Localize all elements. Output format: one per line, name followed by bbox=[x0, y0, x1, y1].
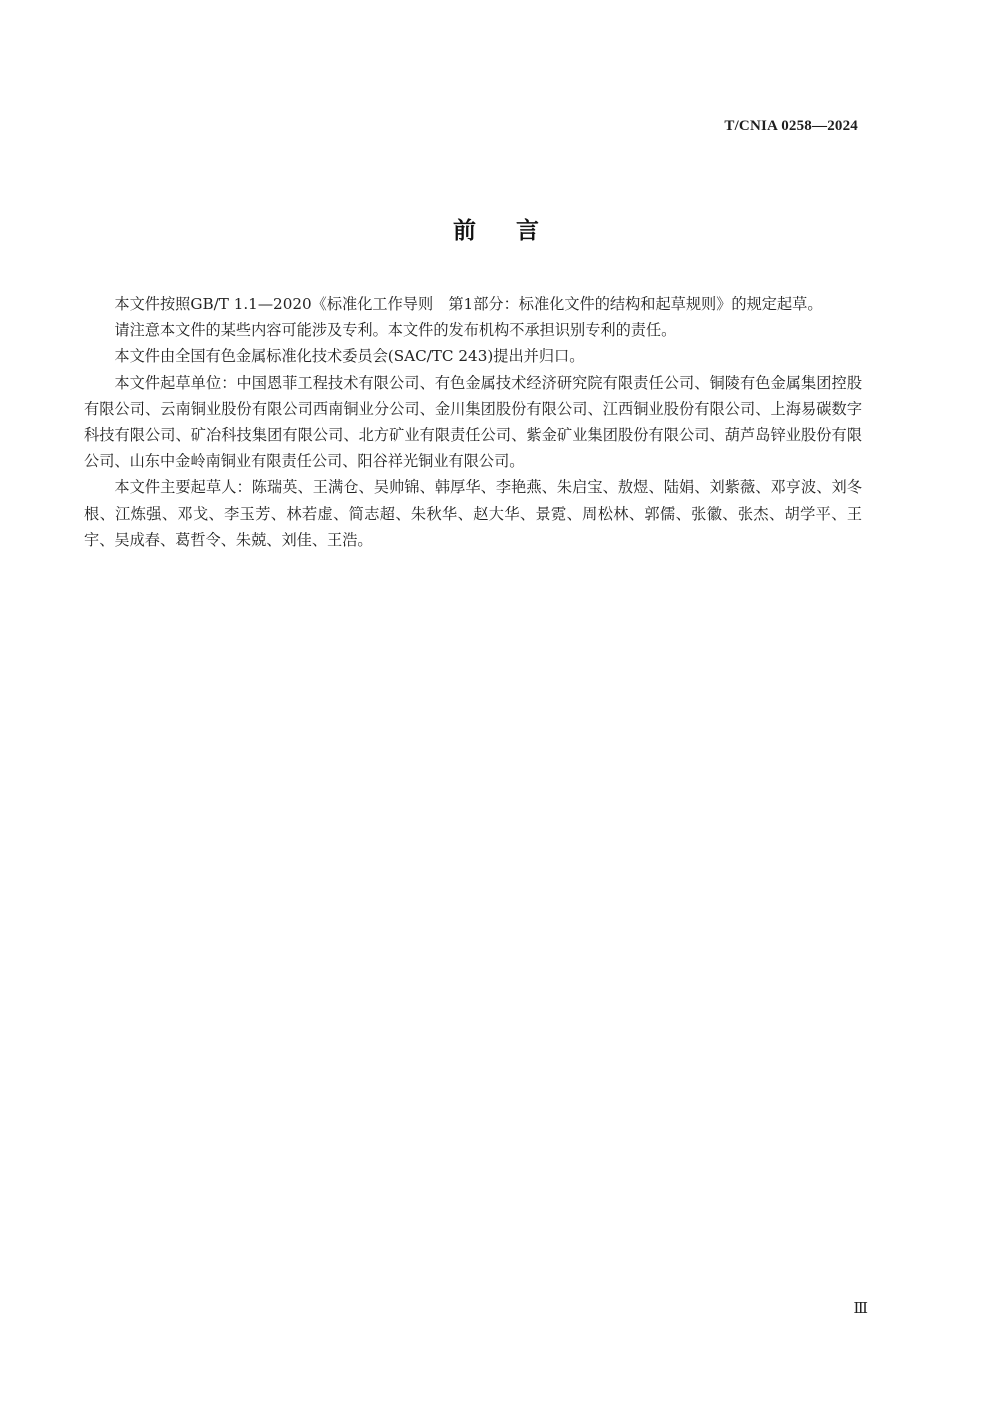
paragraph-drafting-rules: 本文件按照GB/T 1.1—2020《标准化工作导则 第1部分：标准化文件的结构和起草规则》的规定起草。 bbox=[114, 295, 823, 313]
paragraph-drafters: 本文件主要起草人：陈瑞英、王满仓、吴帅锦、韩厚华、李艳燕、朱启宝、敖煜、陆娟、刘紫薇、邓亨波、刘冬根、江炼强、邓戈、李玉芳、林若虚、简志超、朱秋华、赵大华、景霓、周松林、郭儒、张徽、张杰、胡学平、王宇、吴成春、葛哲令、朱兢、刘佳、王浩。 bbox=[84, 478, 862, 549]
section-title: 前言 bbox=[453, 218, 579, 244]
paragraph-patent-notice: 请注意本文件的某些内容可能涉及专利。本文件的发布机构不承担识别专利的责任。 bbox=[114, 321, 677, 340]
document-code: T/CNIA 0258—2024 bbox=[724, 118, 858, 134]
paragraph-drafting-units: 本文件起草单位：中国恩菲工程技术有限公司、有色金属技术经济研究院有限责任公司、铜陵有色金属集团控股有限公司、云南铜业股份有限公司西南铜业分公司、金川集团股份有限公司、江西铜业股份有限公司、上海易碳数字科技有限公司、矿冶科技集团有限公司、北方矿业有限责任公司、紫金矿业集团股份有限公司、葫芦岛锌业股份有限公司、山东中金岭南铜业有限责任公司、阳谷祥光铜业有限公司。 bbox=[84, 373, 862, 471]
paragraph-proposer: 本文件由全国有色金属标准化技术委员会(SAC/TC 243)提出并归口。 bbox=[114, 347, 585, 366]
page-number: Ⅲ bbox=[853, 1301, 868, 1317]
foreword-body bbox=[84, 291, 862, 553]
